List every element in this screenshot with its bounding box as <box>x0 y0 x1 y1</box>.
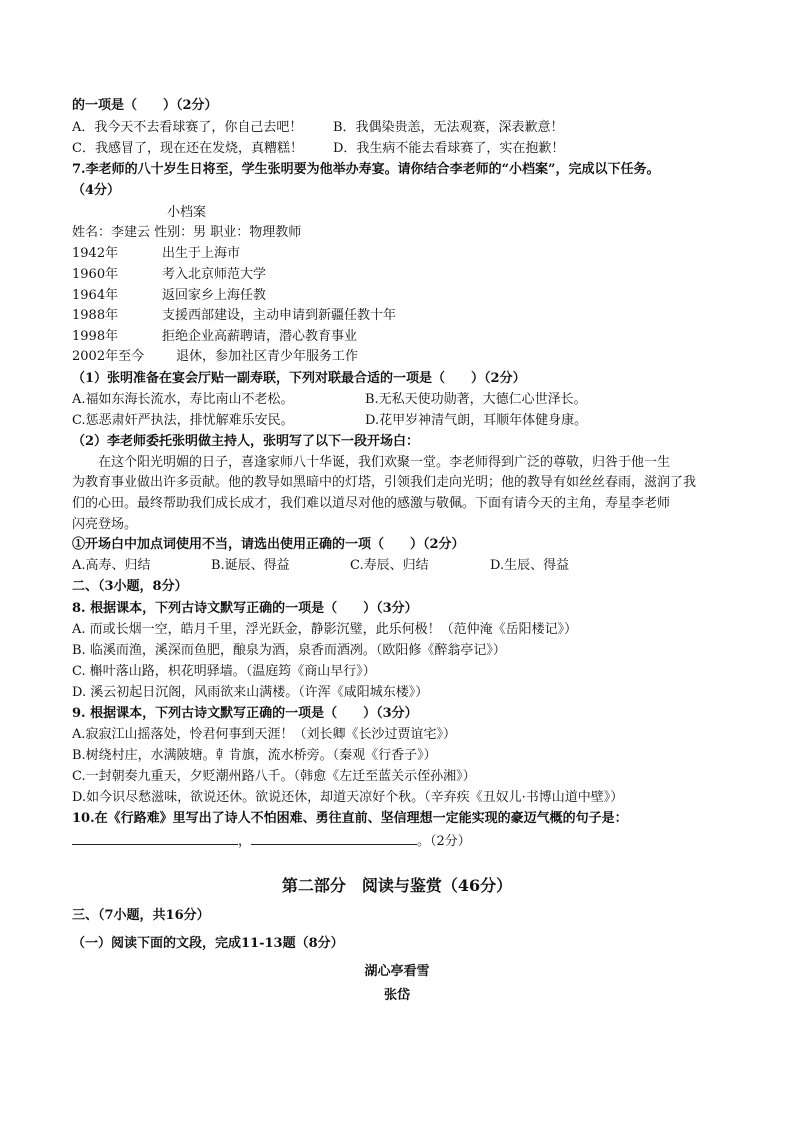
section2-heading: 二、（3小题，8分） <box>72 579 188 594</box>
q6-option-d: D．我生病不能去看球赛了，实在抱歉！ <box>333 141 565 156</box>
q7-score: （4分） <box>72 183 121 198</box>
opening-speech-line: 在这个阳光明媚的日子，喜逢家师八十华诞，我们欢聚一堂。李老师得到广泛的尊敬，归咎于他一生 <box>98 455 671 470</box>
q7-sub2-option-b: B.诞辰、得益 <box>211 558 290 573</box>
q6-option-a: A．我今天不去看球赛了，你自己去吧！ <box>72 120 303 135</box>
q6-option-c: C．我感冒了，现在还在发烧，真糟糕！ <box>72 141 303 156</box>
opening-speech-line: 为教育事业做出许多贡献。他的教导如黑暗中的灯塔，引领我们走向光明；他的教导有如丝丝春雨，滋润了我 <box>72 475 697 490</box>
q8-option: B. 临溪而渔，溪深而鱼肥，酿泉为酒，泉香而酒冽。（欧阳修《醉翁亭记》） <box>72 643 506 658</box>
q9-stem: 9. 根据课本，下列古诗文默写正确的一项是（ ）（3分） <box>72 706 418 721</box>
timeline-year: 2002年至今 <box>72 349 145 364</box>
q6-option-b: B．我偶染贵恙，无法观赛，深表歉意！ <box>333 120 564 135</box>
q7-sub1-option-c: C.惩恶肃奸严执法，排忧解难乐安民。 <box>72 413 294 428</box>
q8-option: A. 而或长烟一空，皓月千里，浮光跃金，静影沉璧，此乐何极！（范仲淹《岳阳楼记》） <box>72 622 578 637</box>
q7-sub1-option-a: A.福如东海长流水，寿比南山不老松。 <box>72 392 294 407</box>
q10-score: 。（2分） <box>417 834 471 849</box>
archive-title: 小档案 <box>167 205 207 220</box>
timeline-year: 1960年 <box>72 267 119 282</box>
q7-sub1-option-d: D.花甲岁神清气朗，耳顺年体健身康。 <box>365 413 588 428</box>
q10-stem: 10.在《行路难》里写出了诗人不怕困难、勇往直前、坚信理想一定能实现的豪迈气概的句子是： <box>72 811 628 826</box>
reading1-instruction: （一）阅读下面的文段，完成11-13题（8分） <box>72 936 344 951</box>
q9-option: D.如今识尽愁滋味，欲说还休。欲说还休，却道天凉好个秋。（辛弃疾《丑奴儿·书博山道中壁》） <box>72 790 624 805</box>
q6-stem-tail: 的一项是（ ）（2分） <box>72 98 218 113</box>
q7-sub1-option-b: B.无私天使功勋著，大德仁心世泽长。 <box>365 392 587 407</box>
part2-title: 第二部分 阅读与鉴赏（46分） <box>281 876 513 895</box>
q10-answer-blank-2[interactable] <box>251 830 417 845</box>
q7-sub2-stem: （2）李老师委托张明做主持人，张明写了以下一段开场白： <box>72 434 420 449</box>
timeline-event: 返回家乡上海任教 <box>162 288 267 303</box>
timeline-year: 1942年 <box>72 246 119 261</box>
q7-sub2-option-d: D.生辰、得益 <box>490 558 570 573</box>
timeline-event: 退休，参加社区青少年服务工作 <box>176 349 359 364</box>
q9-option: C.一封朝奏九重天，夕贬潮州路八千。（韩愈《左迁至蓝关示侄孙湘》） <box>72 769 476 784</box>
timeline-event: 出生于上海市 <box>162 246 241 261</box>
opening-speech-line: 闪亮登场。 <box>72 517 138 532</box>
timeline-event: 考入北京师范大学 <box>162 267 267 282</box>
timeline-year: 1998年 <box>72 329 119 344</box>
q7-sub2-option-c: C.寿辰、归结 <box>350 558 429 573</box>
essay-title: 湖心亭看雪 <box>364 964 430 979</box>
timeline-year: 1964年 <box>72 288 119 303</box>
q7-sub2-option-a: A.高寿、归结 <box>72 558 151 573</box>
section3-heading: 三、（7小题，共16分） <box>72 908 210 923</box>
q8-option: D. 溪云初起日沉阁，风雨欲来山满楼。（许浑《咸阳城东楼》） <box>72 685 429 700</box>
q10-answer-line <box>72 830 471 850</box>
timeline-year: 1988年 <box>72 308 119 323</box>
q7-sub1-stem: （1）张明准备在宴会厅贴一副寿联，下列对联最合适的一项是（ ）（2分） <box>72 371 526 386</box>
q7-stem: 7.李老师的八十岁生日将至，学生张明要为他举办寿宴。请你结合李老师的“小档案”，完成以下任务。 <box>72 162 660 177</box>
essay-author: 张岱 <box>383 988 410 1003</box>
q8-stem: 8. 根据课本，下列古诗文默写正确的一项是（ ）（3分） <box>72 601 418 616</box>
q9-option: B.树绕村庄，水满陂塘。龺肯旗，流水桥旁。（秦观《行香子》） <box>72 748 437 763</box>
q8-option: C. 槲叶落山路，枳花明驿墙。（温庭筠《商山早行》） <box>72 664 376 679</box>
opening-speech-line: 们的心田。最终帮助我们成长成才，我们难以道尽对他的感激与敬佩。下面有请今天的主角，寿星李老师 <box>72 496 671 511</box>
q7-sub2-question: ①开场白中加点词使用不当，请选出使用正确的一项（ ）（2分） <box>72 537 465 552</box>
q10-separator: ， <box>238 834 252 849</box>
archive-profile: 姓名：李建云 性别：男 职业：物理教师 <box>72 225 302 240</box>
q10-answer-blank-1[interactable] <box>72 830 238 845</box>
q9-option: A.寂寂江山摇落处，怜君何事到天涯！（刘长卿《长沙过贾谊宅》） <box>72 727 457 742</box>
timeline-event: 拒绝企业高薪聘请，潜心教育事业 <box>162 329 358 344</box>
timeline-event: 支援西部建设，主动申请到新疆任教十年 <box>162 308 397 323</box>
